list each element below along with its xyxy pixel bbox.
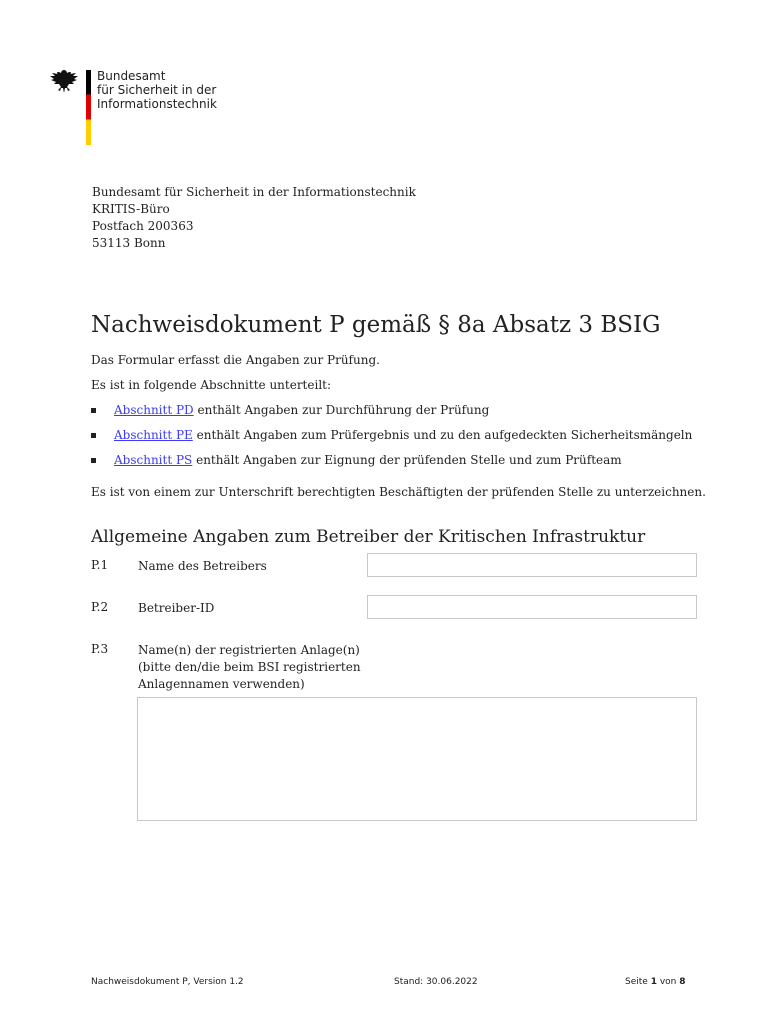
field-label-line: Name(n) der registrierten Anlage(n) bbox=[138, 643, 360, 657]
list-item bbox=[91, 428, 692, 442]
operator-id-input[interactable] bbox=[367, 595, 697, 619]
list-item-text: enthält Angaben zur Durchführung der Prüfung bbox=[193, 403, 490, 417]
logo-line: Informationstechnik bbox=[97, 97, 217, 111]
footer-page-number bbox=[625, 977, 685, 987]
list-item-text: enthält Angaben zur Eignung der prüfenden Stelle und zum Prüfteam bbox=[192, 453, 622, 467]
logo-text bbox=[97, 69, 217, 111]
field-number: P.1 bbox=[91, 558, 109, 572]
field-label: Betreiber-ID bbox=[138, 601, 215, 615]
address-line: KRITIS-Büro bbox=[92, 202, 170, 216]
link-abschnitt-ps[interactable]: Abschnitt PS bbox=[114, 453, 193, 467]
field-label: Name des Betreibers bbox=[138, 559, 267, 573]
signature-note: Es ist von einem zur Unterschrift berechtigten Beschäftigten der prüfenden Stelle zu unterzeichnen. bbox=[91, 485, 706, 499]
address-line: Postfach 200363 bbox=[92, 219, 194, 233]
page-prefix: Seite bbox=[625, 977, 651, 987]
list-item bbox=[91, 453, 622, 467]
address-line: 53113 Bonn bbox=[92, 236, 166, 250]
facility-names-textarea[interactable] bbox=[137, 697, 697, 821]
list-item-text: enthält Angaben zum Prüfergebnis und zu den aufgedeckten Sicherheitsmängeln bbox=[192, 428, 693, 442]
address-line: Bundesamt für Sicherheit in der Informationstechnik bbox=[92, 185, 416, 199]
link-abschnitt-pd[interactable]: Abschnitt PD bbox=[114, 403, 194, 417]
link-abschnitt-pe[interactable]: Abschnitt PE bbox=[114, 428, 193, 442]
total-pages: 8 bbox=[679, 977, 686, 987]
page-mid: von bbox=[656, 977, 680, 987]
logo-line: für Sicherheit in der bbox=[97, 83, 217, 97]
field-number: P.2 bbox=[91, 600, 109, 614]
bullet-icon bbox=[91, 458, 96, 463]
field-number: P.3 bbox=[91, 642, 109, 656]
intro-text: Das Formular erfasst die Angaben zur Prüfung. bbox=[91, 353, 380, 367]
recipient-address bbox=[92, 184, 416, 252]
footer-document-version: Nachweisdokument P, Version 1.2 bbox=[91, 977, 244, 987]
page-title: Nachweisdokument P gemäß § 8a Absatz 3 BSIG bbox=[91, 312, 661, 338]
logo-line: Bundesamt bbox=[97, 69, 166, 83]
section-heading: Allgemeine Angaben zum Betreiber der Kritischen Infrastruktur bbox=[91, 527, 646, 547]
list-item bbox=[91, 403, 489, 417]
bullet-icon bbox=[91, 408, 96, 413]
bullet-icon bbox=[91, 433, 96, 438]
current-page: 1 bbox=[650, 977, 657, 987]
operator-name-input[interactable] bbox=[367, 553, 697, 577]
flag-bar bbox=[86, 70, 91, 145]
intro-text: Es ist in folgende Abschnitte unterteilt: bbox=[91, 378, 332, 392]
field-label-line: (bitte den/die beim BSI registrierten bbox=[138, 660, 361, 674]
federal-eagle-icon bbox=[48, 68, 80, 100]
field-label-line: Anlagennamen verwenden) bbox=[138, 677, 305, 691]
field-label bbox=[138, 642, 361, 693]
footer-date: Stand: 30.06.2022 bbox=[394, 977, 478, 987]
